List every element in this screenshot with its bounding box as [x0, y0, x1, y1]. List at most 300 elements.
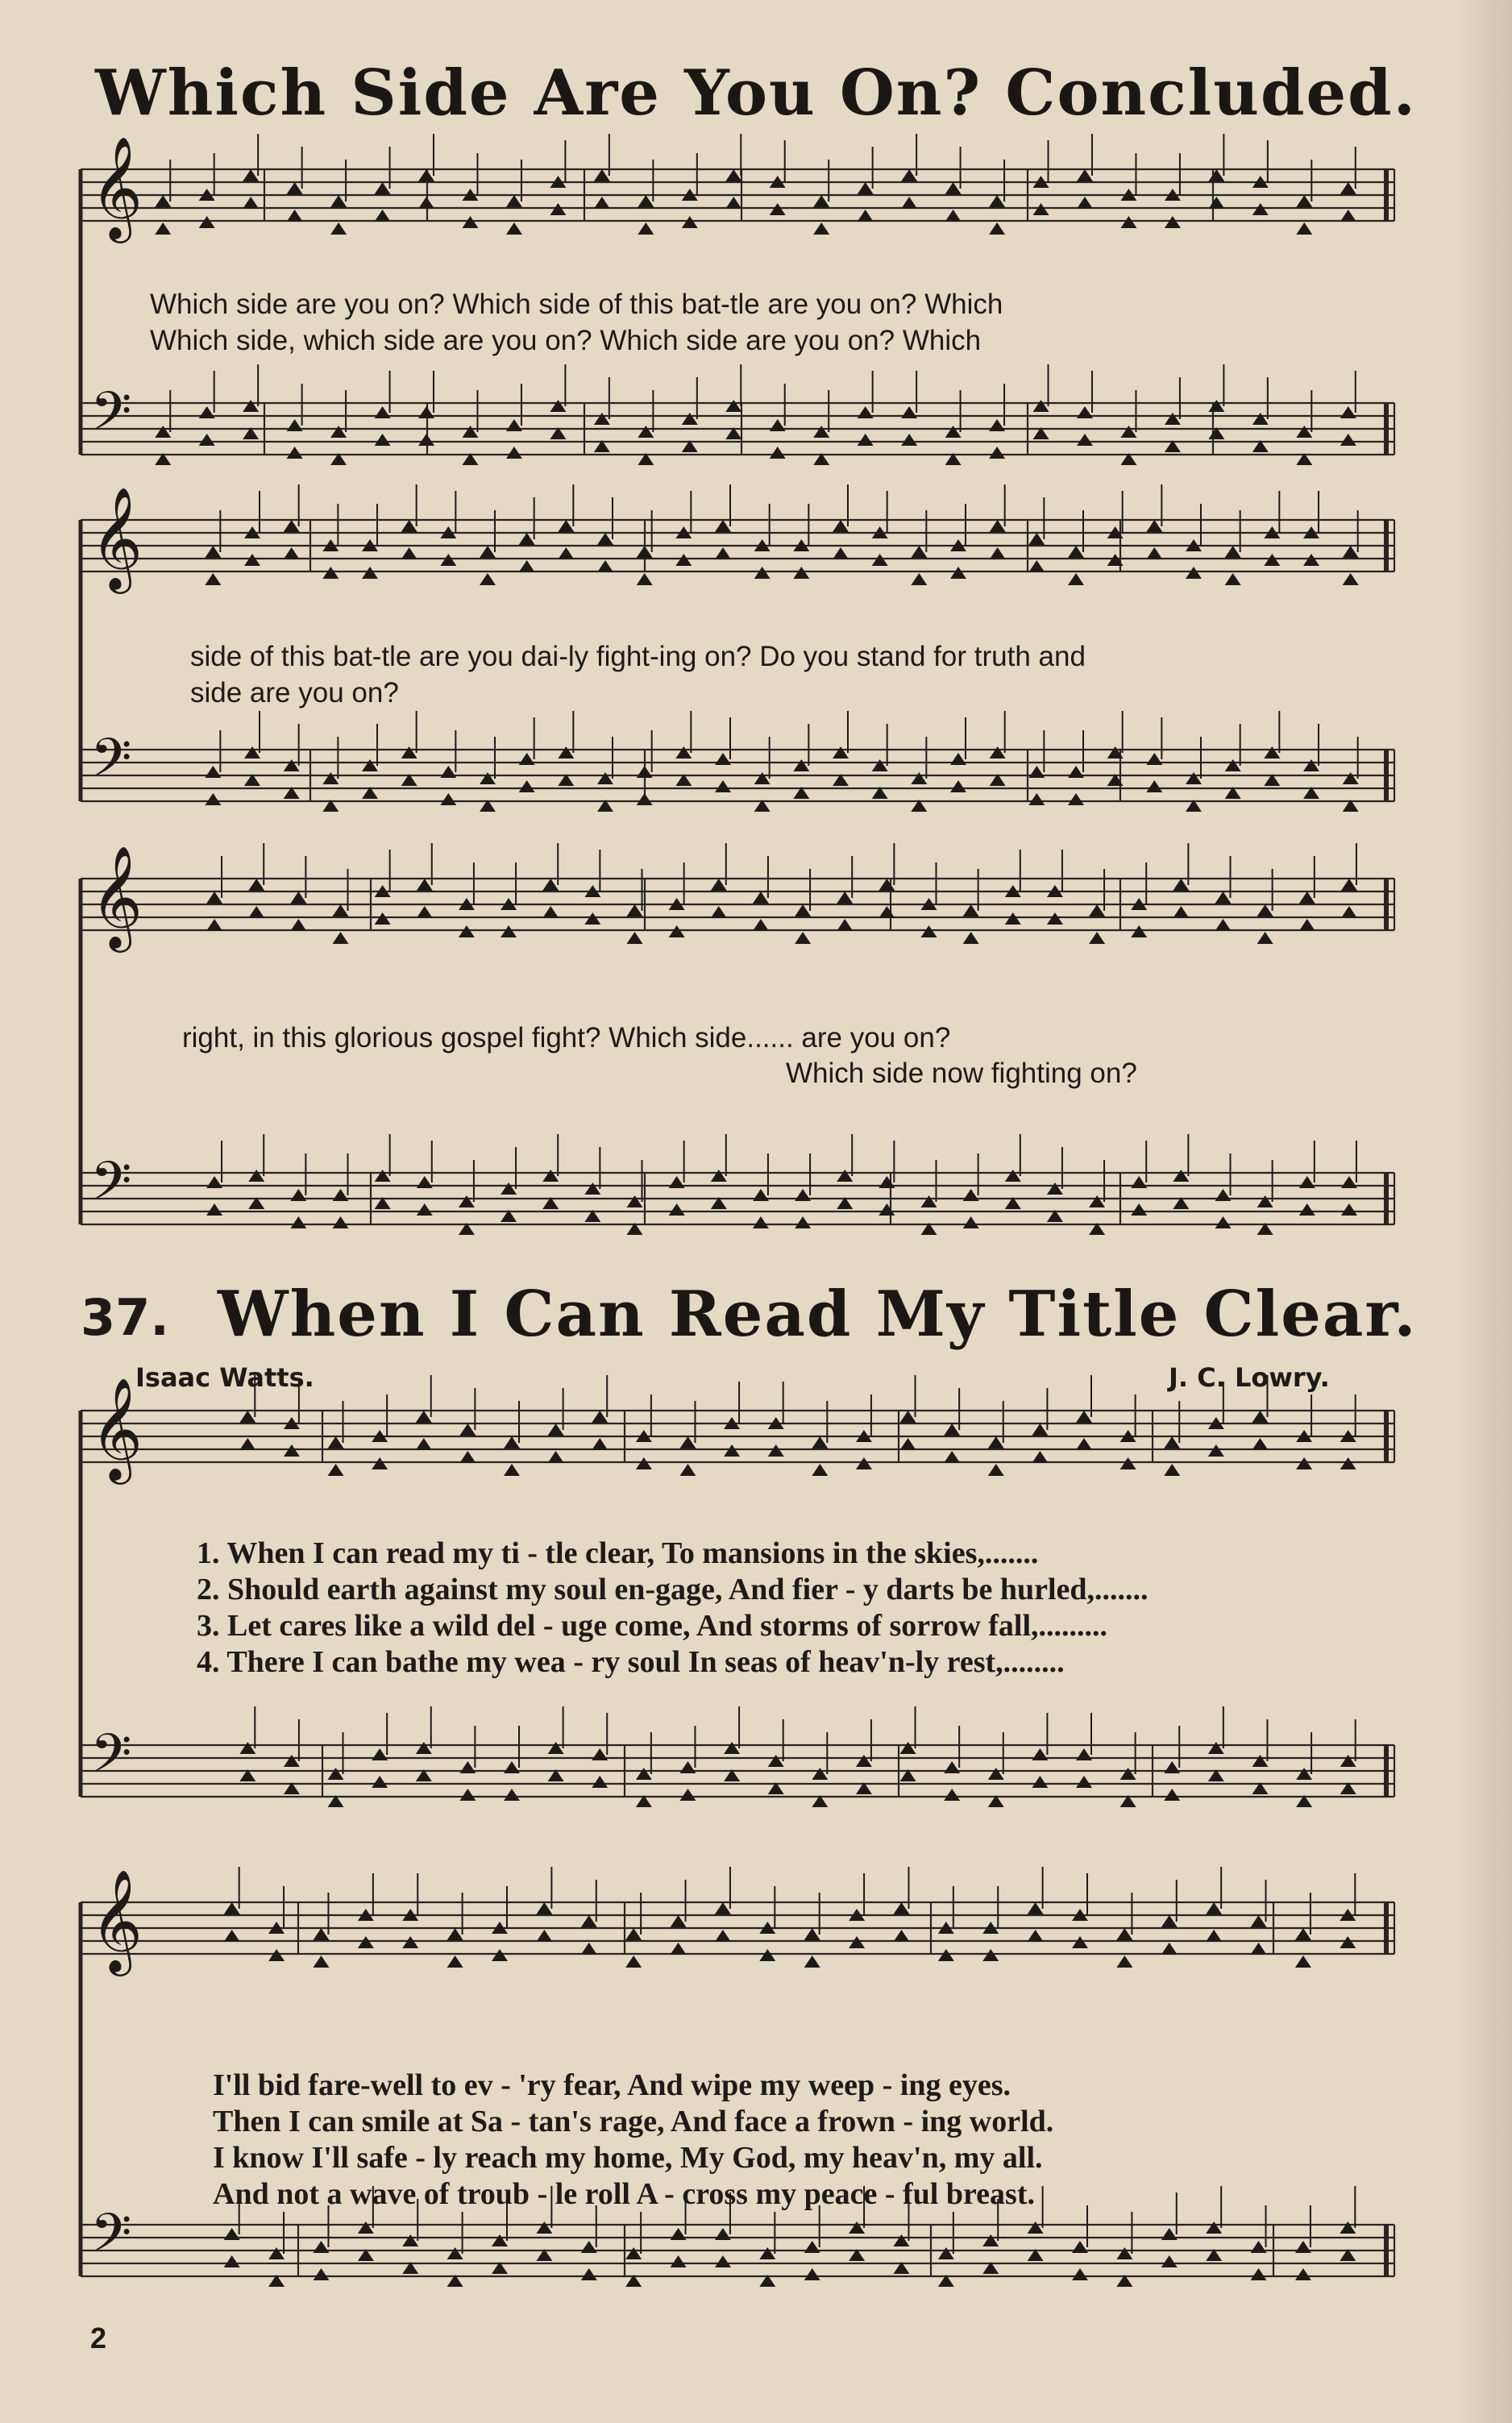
note-head [1295, 1955, 1311, 1968]
note-head [754, 567, 771, 579]
note-head [504, 1761, 520, 1773]
note-head [506, 195, 522, 207]
note-head [459, 1423, 476, 1436]
note-head [1340, 406, 1356, 418]
note-head [1032, 1748, 1048, 1760]
note-head [1028, 2221, 1044, 2234]
note-head [594, 413, 610, 425]
note-head [1251, 2268, 1267, 2280]
note-head [1068, 766, 1084, 778]
note-head [715, 547, 731, 559]
note-head [592, 1411, 608, 1423]
note-head [879, 1203, 895, 1216]
note-head [1146, 520, 1162, 532]
note-head [205, 766, 221, 778]
note-head [988, 1768, 1004, 1780]
note-head [542, 879, 559, 891]
note-head [1005, 1170, 1021, 1182]
note-head [287, 447, 303, 459]
note-head [1206, 1902, 1222, 1914]
note-head [679, 1789, 696, 1801]
note-head [375, 182, 391, 194]
note-head [725, 400, 741, 412]
note-head [1252, 1438, 1268, 1450]
verse-line: I'll bid fare-well to ev - 'ry fear, And wipe my weep - ing eyes. [213, 2068, 1011, 2102]
note-head [637, 793, 653, 805]
note-head [1340, 1457, 1356, 1469]
treble-clef: 𝄞 [90, 1868, 143, 1972]
note-head [1257, 904, 1273, 916]
note-head [548, 1742, 564, 1754]
page-edge-shadow [1456, 0, 1512, 2423]
note-head [1120, 1768, 1136, 1780]
note-head [1208, 197, 1224, 209]
note-head [900, 1742, 916, 1754]
note-head [759, 1949, 775, 1961]
note-head [519, 780, 535, 792]
note-head [1299, 891, 1315, 904]
note-head [636, 1768, 652, 1780]
note-head [1296, 195, 1312, 207]
note-head [224, 2255, 240, 2267]
note-head [1120, 426, 1136, 438]
note-head [287, 182, 303, 194]
note-head [440, 793, 456, 805]
note-head [1340, 1936, 1356, 1948]
note-head [1173, 1170, 1189, 1182]
note-head [480, 772, 496, 784]
composer-credit: J. C. Lowry. [1169, 1362, 1330, 1393]
song-title-which-side: Which Side Are You On? Concluded. [95, 56, 1417, 130]
note-head [290, 1216, 306, 1228]
note-head [988, 1436, 1004, 1448]
note-head [795, 1189, 811, 1201]
note-head [849, 1936, 865, 1948]
note-head [1116, 2247, 1132, 2259]
note-head [753, 919, 769, 931]
note-head [558, 520, 574, 532]
note-head [416, 1438, 432, 1450]
note-head [715, 780, 731, 792]
note-head [858, 406, 874, 418]
lyric-line: Which side, which side are you on? Which side are you on? Which [150, 325, 982, 356]
note-head [1173, 906, 1189, 918]
note-head [584, 912, 600, 925]
note-head [243, 197, 259, 209]
note-head [1340, 434, 1356, 446]
note-head [1005, 912, 1021, 925]
note-head [1032, 1423, 1048, 1436]
note-head [597, 772, 613, 784]
note-head [804, 2268, 820, 2280]
note-head [1206, 2221, 1222, 2234]
note-head [550, 203, 566, 215]
note-head [313, 1955, 329, 1968]
note-head [402, 2234, 418, 2246]
note-head [669, 925, 685, 937]
note-head [1343, 546, 1359, 558]
note-head [462, 426, 478, 438]
note-head [627, 904, 643, 916]
note-head [1131, 925, 1147, 937]
note-head [592, 1776, 608, 1788]
note-head [1340, 2221, 1356, 2234]
note-head [1340, 210, 1356, 222]
note-head [447, 1955, 463, 1968]
note-head [682, 216, 698, 228]
note-head [638, 195, 654, 207]
note-head [224, 2228, 240, 2240]
note-head [1131, 1176, 1147, 1188]
note-head [584, 1182, 600, 1195]
note-head [1257, 1195, 1273, 1207]
note-head [199, 216, 215, 228]
note-head [1047, 912, 1063, 925]
note-head [858, 210, 874, 222]
note-head [795, 1216, 811, 1228]
note-head [1343, 772, 1359, 784]
note-head [504, 1436, 520, 1448]
lyricist-credit: Isaac Watts. [135, 1362, 314, 1393]
note-head [893, 1930, 909, 1942]
note-head [492, 2234, 508, 2246]
note-head [597, 533, 613, 545]
note-head [1076, 1776, 1092, 1788]
note-head [284, 1755, 300, 1767]
note-head [244, 746, 260, 758]
note-head [330, 222, 347, 235]
note-head [1076, 1748, 1092, 1760]
note-head [679, 1436, 696, 1448]
treble-clef: 𝄞 [90, 486, 143, 589]
note-head [459, 1451, 476, 1463]
note-head [375, 406, 391, 418]
note-head [944, 1761, 960, 1773]
note-head [322, 567, 339, 579]
note-head [1296, 426, 1312, 438]
note-head [1341, 1203, 1357, 1216]
note-head [945, 426, 962, 438]
note-head [770, 447, 786, 459]
note-head [938, 2247, 954, 2259]
note-head [313, 1928, 329, 1940]
note-head [1251, 1915, 1267, 1927]
note-head [248, 879, 264, 891]
note-head [990, 547, 1006, 559]
note-head [592, 1438, 608, 1450]
note-head [1146, 547, 1162, 559]
note-head [313, 2241, 329, 2253]
note-head [244, 554, 260, 566]
note-head [638, 426, 654, 438]
note-head [990, 746, 1006, 758]
note-head [268, 1949, 285, 1961]
note-head [982, 2234, 999, 2246]
note-head [637, 546, 653, 558]
note-head [199, 406, 215, 418]
note-head [459, 925, 475, 937]
note-head [1120, 1457, 1136, 1469]
note-head [872, 759, 888, 771]
note-head [813, 426, 829, 438]
note-head [1032, 1451, 1048, 1463]
note-head [548, 1423, 564, 1436]
note-head [594, 169, 610, 181]
note-head [239, 1742, 255, 1754]
note-head [982, 1949, 999, 1961]
note-head [501, 1182, 517, 1195]
note-head [1215, 1216, 1232, 1228]
note-head [243, 400, 259, 412]
note-head [669, 1203, 685, 1216]
note-head [1028, 1902, 1044, 1914]
bass-clef: 𝄢 [90, 1723, 132, 1798]
note-head [637, 573, 653, 585]
note-head [558, 547, 574, 559]
note-head [402, 1936, 418, 1948]
note-head [1028, 766, 1045, 778]
note-head [401, 547, 417, 559]
note-head [625, 1928, 642, 1940]
note-head [333, 932, 349, 944]
note-head [795, 904, 811, 916]
note-head [872, 554, 888, 566]
note-head [625, 1955, 642, 1968]
note-head [813, 222, 829, 235]
note-head [1068, 793, 1084, 805]
note-head [715, 1930, 731, 1942]
note-head [1225, 759, 1241, 771]
note-head [1299, 1203, 1315, 1216]
verse-line: I know I'll safe - ly reach my home, My God, my heav'n, my all. [213, 2141, 1043, 2175]
note-head [480, 573, 496, 585]
treble-clef: 𝄞 [90, 1377, 143, 1480]
note-head [1208, 1444, 1224, 1457]
note-head [901, 197, 917, 209]
note-head [418, 406, 434, 418]
note-head [833, 547, 849, 559]
note-head [921, 1195, 937, 1207]
note-head [1164, 1464, 1180, 1476]
note-head [879, 906, 895, 918]
note-head [492, 1949, 508, 1961]
treble-clef: 𝄞 [90, 135, 143, 239]
note-head [1208, 169, 1224, 181]
song-title-when-i-can-read: When I Can Read My Title Clear. [218, 1278, 1418, 1351]
note-head [671, 2228, 687, 2240]
note-head [856, 1755, 872, 1767]
note-head [1161, 1943, 1178, 1955]
lyric-line: right, in this glorious gospel fight? Which side...... are you on? [182, 1022, 951, 1054]
note-head [893, 1902, 909, 1914]
note-head [1208, 1742, 1224, 1754]
note-head [804, 1928, 820, 1940]
note-head [1251, 2241, 1267, 2253]
note-head [1186, 567, 1202, 579]
note-head [1303, 554, 1319, 566]
note-head [989, 195, 1005, 207]
note-head [1047, 1182, 1063, 1195]
note-head [753, 891, 769, 904]
note-head [1206, 1930, 1222, 1942]
verse-line: 3. Let cares like a wild del - uge come, And storms of sorrow fall,......... [197, 1609, 1108, 1643]
note-head [944, 1789, 960, 1801]
note-head [268, 2247, 285, 2259]
note-head [813, 195, 829, 207]
note-head [504, 1789, 520, 1801]
note-head [1161, 2228, 1178, 2240]
note-head [879, 1176, 895, 1188]
note-head [990, 520, 1006, 532]
note-head [248, 1170, 264, 1182]
note-head [669, 1176, 685, 1188]
note-head [837, 1170, 853, 1182]
note-head [592, 1748, 608, 1760]
note-head [901, 434, 917, 446]
note-head [1341, 1176, 1357, 1188]
note-head [911, 772, 927, 784]
note-head [1341, 906, 1357, 918]
note-head [1072, 2268, 1088, 2280]
note-head [1165, 216, 1181, 228]
note-head [1161, 1915, 1178, 1927]
note-head [519, 533, 535, 545]
note-head [837, 891, 853, 904]
note-head [1164, 1789, 1180, 1801]
note-head [375, 912, 391, 925]
page-number: 2 [90, 2321, 107, 2354]
bass-clef: 𝄢 [90, 380, 132, 455]
note-head [879, 879, 895, 891]
bass-clef: 𝄢 [90, 727, 132, 802]
note-head [206, 1203, 222, 1216]
note-head [1068, 546, 1084, 558]
note-head [581, 2268, 597, 2280]
note-head [901, 406, 917, 418]
note-head [770, 419, 786, 431]
note-head [711, 906, 727, 918]
note-head [313, 2268, 329, 2280]
lyric-line: Which side are you on? Which side of this bat-tle are you on? Which [150, 289, 1003, 320]
note-head [1252, 413, 1269, 425]
note-head [1120, 216, 1136, 228]
note-head [795, 932, 811, 944]
note-head [440, 766, 456, 778]
note-head [358, 2221, 374, 2234]
note-head [1072, 2241, 1088, 2253]
note-head [375, 1170, 391, 1182]
note-head [804, 1955, 820, 1968]
note-head [636, 1457, 652, 1469]
bass-clef: 𝄢 [90, 1150, 132, 1225]
note-head [459, 1789, 476, 1801]
note-head [290, 1189, 306, 1201]
note-head [284, 1444, 300, 1457]
note-head [447, 1928, 463, 1940]
note-head [358, 1936, 374, 1948]
note-head [440, 554, 456, 566]
note-head [921, 925, 937, 937]
note-head [581, 2241, 597, 2253]
note-head [1295, 1928, 1311, 1940]
note-head [1033, 203, 1049, 215]
note-head [506, 419, 522, 431]
note-head [519, 560, 535, 572]
note-head [1068, 573, 1084, 585]
note-head [328, 1464, 344, 1476]
note-head [504, 1464, 520, 1476]
note-head [248, 906, 264, 918]
note-head [287, 210, 303, 222]
note-head [768, 1755, 784, 1767]
note-head [754, 772, 771, 784]
note-head [519, 753, 535, 765]
verse-line: 1. When I can read my ti - tle clear, To mansions in the skies,....... [197, 1536, 1039, 1570]
note-head [1077, 197, 1093, 209]
note-head [625, 2247, 642, 2259]
note-head [155, 195, 171, 207]
verse-line: And not a wave of troub - le roll A - cross my peace - ful breast. [213, 2177, 1035, 2211]
note-head [858, 434, 874, 446]
note-head [1296, 1457, 1312, 1469]
note-head [459, 1195, 475, 1207]
note-head [418, 169, 434, 181]
verse-line: 2. Should earth against my soul en-gage, And fier - y darts be hurled,....... [197, 1573, 1149, 1606]
note-head [1161, 2255, 1178, 2267]
note-head [989, 222, 1005, 235]
note-head [1089, 1195, 1105, 1207]
note-head [330, 195, 347, 207]
note-head [944, 1451, 960, 1463]
note-head [900, 1438, 916, 1450]
note-head [988, 1464, 1004, 1476]
note-head [418, 197, 434, 209]
note-head [1077, 406, 1093, 418]
note-head [284, 759, 300, 771]
note-head [548, 1451, 564, 1463]
note-head [536, 1930, 552, 1942]
note-head [558, 746, 574, 758]
note-head [911, 573, 927, 585]
note-head [1089, 932, 1105, 944]
note-head [711, 1170, 727, 1182]
note-head [725, 197, 741, 209]
note-head [753, 1189, 769, 1201]
note-head [239, 1438, 255, 1450]
note-head [594, 197, 610, 209]
note-head [1146, 753, 1162, 765]
note-head [462, 216, 478, 228]
note-head [417, 1176, 433, 1188]
note-head [401, 520, 417, 532]
note-head [1341, 879, 1357, 891]
note-head [1264, 746, 1280, 758]
note-head [724, 1742, 740, 1754]
note-head [480, 546, 496, 558]
note-head [417, 879, 433, 891]
note-head [627, 1195, 643, 1207]
note-head [804, 2241, 820, 2253]
note-head [1164, 1436, 1180, 1448]
note-head [1252, 1411, 1268, 1423]
note-head [679, 1464, 696, 1476]
note-head [1028, 793, 1045, 805]
note-head [1295, 2241, 1311, 2253]
note-head [963, 1189, 979, 1201]
note-head [627, 932, 643, 944]
note-head [768, 1444, 784, 1457]
note-head [1251, 1943, 1267, 1955]
